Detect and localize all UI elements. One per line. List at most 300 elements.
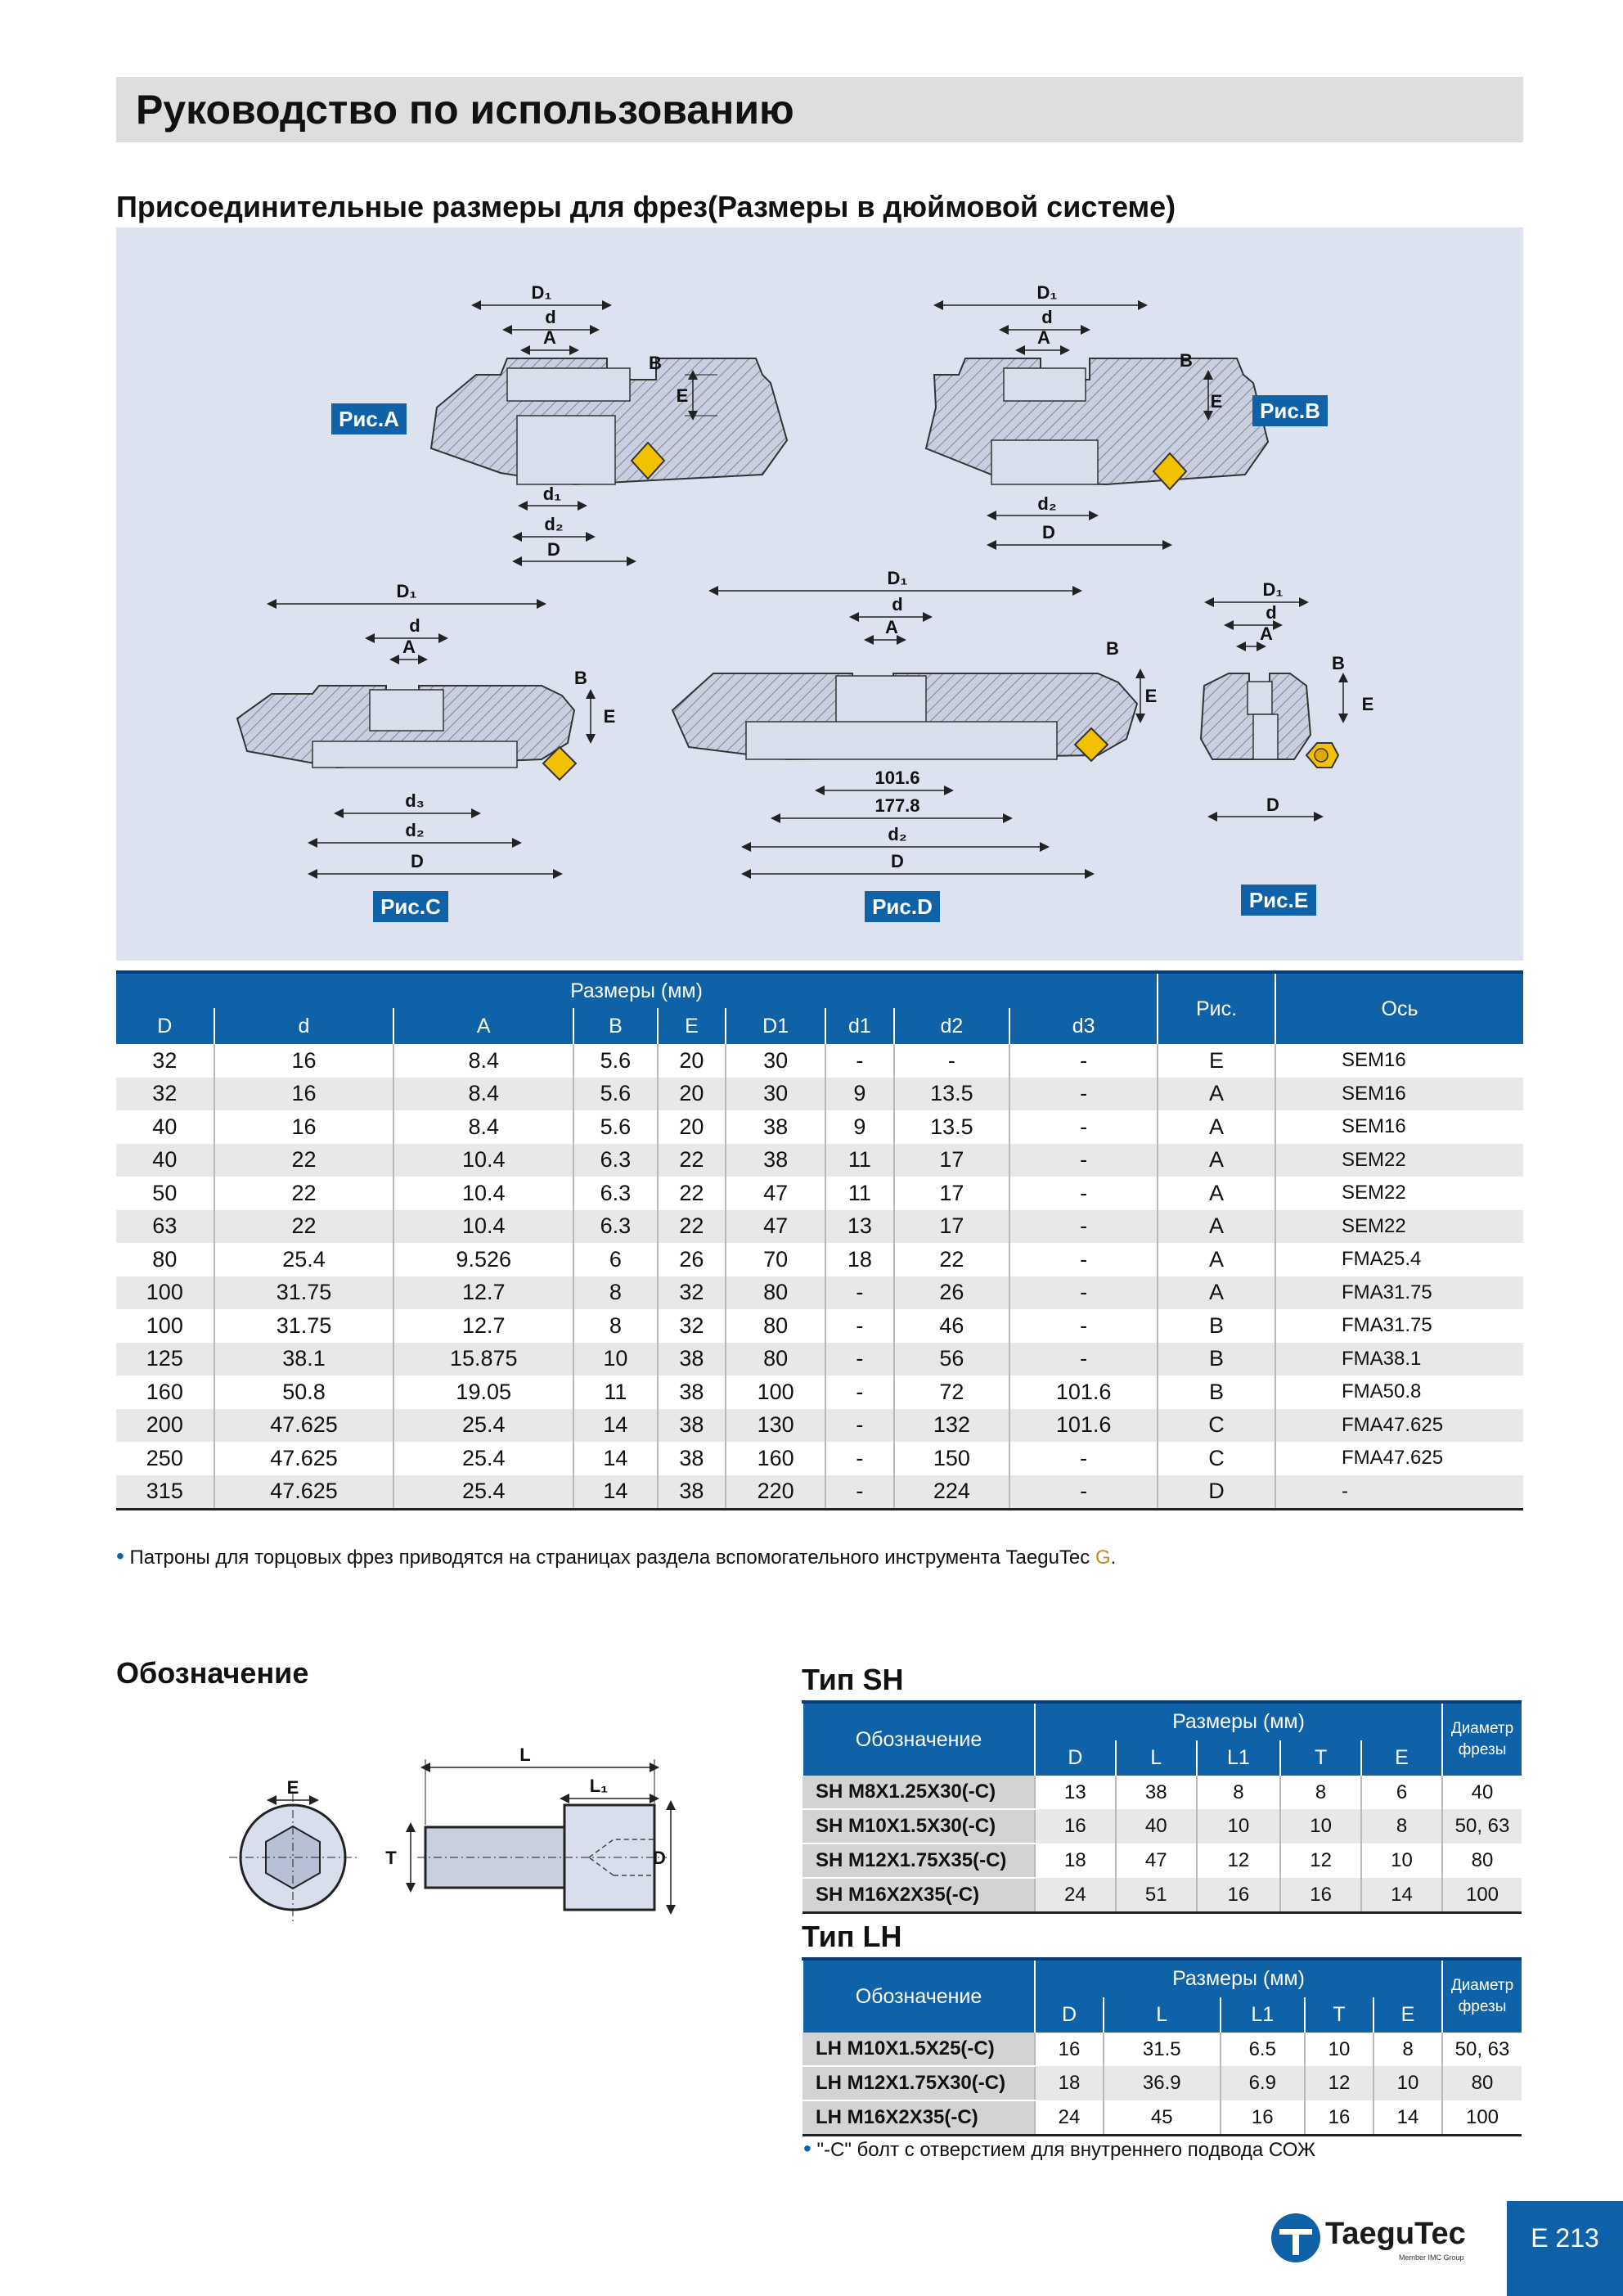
table-cell: - xyxy=(1009,1110,1158,1144)
table-cell: 5.6 xyxy=(573,1078,658,1111)
table-cell: 30 xyxy=(726,1078,825,1111)
table-cell: A xyxy=(1158,1078,1275,1111)
table-cell: 25.4 xyxy=(214,1243,394,1276)
table-cell: D xyxy=(1158,1475,1275,1510)
table-cell: FMA31.75 xyxy=(1275,1276,1523,1310)
table-cell: 220 xyxy=(726,1475,825,1510)
column-header: L xyxy=(1104,1997,1221,2033)
table-cell: A xyxy=(1158,1177,1275,1210)
table-cell: 10 xyxy=(1373,2066,1442,2100)
table-cell: 63 xyxy=(116,1210,214,1244)
svg-text:D₁: D₁ xyxy=(887,568,908,588)
table-cell: 10 xyxy=(1361,1844,1442,1878)
table-cell: 38 xyxy=(658,1375,726,1409)
table-cell: FMA31.75 xyxy=(1275,1309,1523,1343)
table-cell: 16 xyxy=(1035,1809,1116,1844)
column-header: D xyxy=(116,1008,214,1044)
svg-text:d₂: d₂ xyxy=(1037,493,1057,514)
figure-a xyxy=(331,282,787,561)
table-cell: 17 xyxy=(894,1144,1010,1177)
table-cell: 10 xyxy=(1197,1809,1281,1844)
table-cell: 24 xyxy=(1035,2100,1104,2136)
table-cell: 10 xyxy=(1280,1809,1361,1844)
table-cell: 160 xyxy=(726,1442,825,1475)
svg-text:d: d xyxy=(545,307,556,327)
table-cell: 32 xyxy=(116,1078,214,1111)
table-cell: 10.4 xyxy=(393,1210,573,1244)
table-cell: SEM16 xyxy=(1275,1044,1523,1078)
table-cell: FMA50.8 xyxy=(1275,1375,1523,1409)
svg-text:D₁: D₁ xyxy=(1036,282,1058,303)
mounting-diagrams xyxy=(116,227,1523,961)
dimensions-group-header: Размеры (мм) xyxy=(1035,1959,1442,1997)
table-cell: 130 xyxy=(726,1409,825,1443)
table-cell: 5.6 xyxy=(573,1110,658,1144)
bolt-drawing xyxy=(229,1735,695,1923)
table-cell: - xyxy=(1009,1309,1158,1343)
column-header: L1 xyxy=(1221,1997,1306,2033)
table-row xyxy=(116,1309,1523,1343)
table-cell: 10.4 xyxy=(393,1144,573,1177)
svg-text:D₁: D₁ xyxy=(531,282,552,303)
svg-text:B: B xyxy=(1180,350,1193,371)
column-header: T xyxy=(1305,1997,1373,2033)
column-header: L xyxy=(1116,1740,1197,1776)
column-header: E xyxy=(1361,1740,1442,1776)
label-e: E xyxy=(286,1777,299,1798)
table-cell: 32 xyxy=(658,1276,726,1310)
axis-column-header: Ось xyxy=(1275,972,1523,1044)
figure-e xyxy=(1201,579,1373,916)
table-cell: 100 xyxy=(116,1276,214,1310)
table-cell: - xyxy=(825,1343,893,1376)
table-cell: 11 xyxy=(825,1177,893,1210)
table-cell: 30 xyxy=(726,1044,825,1078)
table-cell: 8.4 xyxy=(393,1044,573,1078)
table-row xyxy=(803,1878,1522,1913)
label-d: D xyxy=(653,1848,666,1868)
table-cell: 5.6 xyxy=(573,1044,658,1078)
column-header: E xyxy=(658,1008,726,1044)
table-cell: 8 xyxy=(1197,1776,1281,1809)
table-row xyxy=(116,1110,1523,1144)
table-cell: FMA47.625 xyxy=(1275,1409,1523,1443)
table-cell: 20 xyxy=(658,1044,726,1078)
table-cell: 10.4 xyxy=(393,1177,573,1210)
column-header: D1 xyxy=(726,1008,825,1044)
table-cell: - xyxy=(1009,1343,1158,1376)
table-cell: B xyxy=(1158,1375,1275,1409)
table-cell: 9.526 xyxy=(393,1243,573,1276)
table-cell: 80 xyxy=(726,1343,825,1376)
figure-column-header: Рис. xyxy=(1158,972,1275,1044)
svg-text:d₂: d₂ xyxy=(405,820,425,840)
table-cell: 51 xyxy=(1116,1878,1197,1913)
column-header: d2 xyxy=(894,1008,1010,1044)
column-header: E xyxy=(1373,1997,1442,2033)
table-cell: 31.75 xyxy=(214,1309,394,1343)
table-row xyxy=(803,2100,1522,2136)
table-cell: 38 xyxy=(658,1343,726,1376)
table-cell: A xyxy=(1158,1210,1275,1244)
figure-d-label: Рис.D xyxy=(872,894,933,919)
table-cell: 13 xyxy=(1035,1776,1116,1809)
table-cell: 15.875 xyxy=(393,1343,573,1376)
section-title: Присоединительные размеры для фрез(Размеры в дюймовой системе) xyxy=(116,190,1176,223)
table-cell: 12.7 xyxy=(393,1276,573,1310)
table-cell: 18 xyxy=(1035,2066,1104,2100)
table-cell: 40 xyxy=(152,1114,178,1139)
table-cell: 100 xyxy=(146,1312,183,1338)
table-cell: 11 xyxy=(825,1144,893,1177)
table-cell: 24 xyxy=(1035,1878,1116,1913)
table-cell: 80 xyxy=(726,1276,825,1310)
table-cell: SH M16X2X35(-C) xyxy=(803,1878,1035,1913)
table-cell: A xyxy=(1158,1276,1275,1310)
column-header: d3 xyxy=(1009,1008,1158,1044)
svg-text:177.8: 177.8 xyxy=(874,795,920,816)
svg-text:Member IMC Group: Member IMC Group xyxy=(1399,2253,1464,2262)
table-cell: 10 xyxy=(573,1343,658,1376)
svg-text:D₁: D₁ xyxy=(1262,579,1284,600)
table-cell: 22 xyxy=(658,1210,726,1244)
table-cell: 22 xyxy=(894,1243,1010,1276)
table-cell: 6.5 xyxy=(1221,2033,1306,2066)
table-row xyxy=(116,1343,1523,1376)
svg-text:A: A xyxy=(1260,624,1273,644)
svg-text:d: d xyxy=(892,594,903,615)
table-cell: A xyxy=(1158,1110,1275,1144)
table-cell: - xyxy=(1009,1276,1158,1310)
table-cell: 16 xyxy=(1280,1878,1361,1913)
svg-text:A: A xyxy=(1037,327,1050,348)
svg-text:A: A xyxy=(885,617,898,637)
table-cell: 16 xyxy=(214,1044,394,1078)
table-cell: 40 xyxy=(116,1144,214,1177)
table-cell: 36.9 xyxy=(1104,2066,1221,2100)
table-cell: SEM22 xyxy=(1275,1177,1523,1210)
table-cell: B xyxy=(1158,1309,1275,1343)
svg-text:E: E xyxy=(1210,391,1223,412)
figure-c-label: Рис.C xyxy=(380,894,441,919)
table-cell: 18 xyxy=(825,1243,893,1276)
table-cell: SEM16 xyxy=(1275,1110,1523,1144)
table-cell: 38 xyxy=(1116,1776,1197,1809)
column-header: A xyxy=(393,1008,573,1044)
table-cell: 12.7 xyxy=(393,1309,573,1343)
table-cell: 47 xyxy=(726,1210,825,1244)
table-cell: 6.3 xyxy=(573,1210,658,1244)
dimensions-group-header: Размеры (мм) xyxy=(116,972,1158,1008)
svg-text:d: d xyxy=(1041,307,1053,327)
table-cell: 22 xyxy=(214,1177,394,1210)
figure-d xyxy=(672,568,1157,922)
type-sh-title: Тип SH xyxy=(802,1663,904,1696)
table-cell: 160 xyxy=(146,1379,183,1404)
table-row xyxy=(116,1375,1523,1409)
table-cell: 17 xyxy=(894,1177,1010,1210)
svg-text:d₂: d₂ xyxy=(888,824,907,844)
table-row xyxy=(116,1177,1523,1210)
table-cell: 100 xyxy=(1442,2100,1522,2136)
table-cell: - xyxy=(1009,1044,1158,1078)
table-cell: 132 xyxy=(894,1409,1010,1443)
column-header: B xyxy=(573,1008,658,1044)
svg-text:D: D xyxy=(891,851,904,871)
table-cell: 224 xyxy=(894,1475,1010,1510)
svg-text:d₃: d₃ xyxy=(405,790,425,811)
table-row xyxy=(803,1776,1522,1809)
table-cell: 38.1 xyxy=(214,1343,394,1376)
table-cell: C xyxy=(1158,1409,1275,1443)
table-cell: 22 xyxy=(214,1210,394,1244)
column-header: d xyxy=(214,1008,394,1044)
column-header: d1 xyxy=(825,1008,893,1044)
mounting-dimensions-table xyxy=(116,970,1523,1510)
table-cell: FMA47.625 xyxy=(1275,1442,1523,1475)
table-cell: 72 xyxy=(894,1375,1010,1409)
table-cell: 16 xyxy=(1197,1878,1281,1913)
table-cell: - xyxy=(1009,1442,1158,1475)
table-cell: 11 xyxy=(573,1375,658,1409)
table-cell: 47 xyxy=(726,1177,825,1210)
table-cell: 14 xyxy=(573,1442,658,1475)
taegutec-logo xyxy=(1268,2209,1481,2267)
figure-b xyxy=(926,282,1328,545)
table-cell: 45 xyxy=(1104,2100,1221,2136)
table-cell: 100 xyxy=(726,1375,825,1409)
table-cell: 80 xyxy=(152,1246,178,1272)
svg-text:B: B xyxy=(1332,653,1345,673)
table-cell: 22 xyxy=(658,1144,726,1177)
table-cell: 125 xyxy=(116,1343,214,1376)
table-cell: 10 xyxy=(1305,2033,1373,2066)
svg-text:D: D xyxy=(547,539,560,560)
table-cell: LH M12X1.75X30(-C) xyxy=(803,2066,1035,2100)
table-cell: 150 xyxy=(894,1442,1010,1475)
table-cell: 38 xyxy=(726,1144,825,1177)
table-cell: 16 xyxy=(1221,2100,1306,2136)
table-cell: 46 xyxy=(894,1309,1010,1343)
svg-text:E: E xyxy=(676,385,689,406)
label-l1: L₁ xyxy=(589,1776,609,1796)
table-cell: 12 xyxy=(1305,2066,1373,2100)
table-cell: C xyxy=(1158,1442,1275,1475)
table-cell: 40 xyxy=(1442,1776,1522,1809)
page-title: Руководство по использованию xyxy=(136,87,794,133)
table-cell: 12 xyxy=(1197,1844,1281,1878)
table-cell: FMA38.1 xyxy=(1275,1343,1523,1376)
cutter-diameter-header: Диаметр фрезы xyxy=(1442,1959,1522,2033)
table-cell: 6 xyxy=(1361,1776,1442,1809)
table-cell: SEM22 xyxy=(1275,1144,1523,1177)
table-cell: - xyxy=(825,1409,893,1443)
table-cell: 80 xyxy=(1442,1844,1522,1878)
table-cell: 8 xyxy=(1361,1809,1442,1844)
table-cell: SH M12X1.75X35(-C) xyxy=(803,1844,1035,1878)
table-cell: 100 xyxy=(1442,1878,1522,1913)
table-cell: 101.6 xyxy=(1009,1409,1158,1443)
table-cell: 40 xyxy=(1116,1809,1197,1844)
svg-text:d: d xyxy=(1266,602,1277,623)
table-cell: 38 xyxy=(658,1442,726,1475)
svg-text:D: D xyxy=(411,851,424,871)
table-cell: B xyxy=(1158,1343,1275,1376)
column-header: D xyxy=(1035,1740,1116,1776)
svg-text:101.6: 101.6 xyxy=(874,768,920,788)
column-header: T xyxy=(1280,1740,1361,1776)
table-cell: 6 xyxy=(573,1243,658,1276)
table-row xyxy=(803,1844,1522,1878)
table-cell: - xyxy=(825,1309,893,1343)
table-cell: - xyxy=(825,1044,893,1078)
svg-text:B: B xyxy=(649,353,662,373)
table-row xyxy=(116,1243,1523,1276)
table-cell: 47.625 xyxy=(214,1409,394,1443)
table-cell: - xyxy=(894,1044,1010,1078)
table-cell: - xyxy=(825,1442,893,1475)
table-cell: - xyxy=(1009,1210,1158,1244)
code-header: Обозначение xyxy=(803,1702,1035,1776)
table-cell: 80 xyxy=(726,1309,825,1343)
svg-text:A: A xyxy=(402,637,416,657)
table-cell: 25.4 xyxy=(393,1475,573,1510)
table-row xyxy=(116,1078,1523,1111)
table-cell: 16 xyxy=(214,1110,394,1144)
table-cell: 14 xyxy=(1361,1878,1442,1913)
table-cell: SEM16 xyxy=(1275,1078,1523,1111)
table-cell: 31.5 xyxy=(1104,2033,1221,2066)
table-cell: 8 xyxy=(1373,2033,1442,2066)
table-cell: 18 xyxy=(1035,1844,1116,1878)
type-lh-title: Тип LH xyxy=(802,1920,902,1953)
cutter-diameter-header: Диаметр фрезы xyxy=(1442,1702,1522,1776)
table-cell: 50.8 xyxy=(214,1375,394,1409)
table-cell: 20 xyxy=(658,1078,726,1111)
type-lh-table xyxy=(802,1957,1522,2136)
table-cell: A xyxy=(1158,1144,1275,1177)
svg-text:E: E xyxy=(603,706,616,727)
table-row xyxy=(116,1442,1523,1475)
svg-text:D: D xyxy=(1042,522,1055,542)
table-row xyxy=(116,1409,1523,1443)
table-cell: A xyxy=(1158,1243,1275,1276)
column-header: L1 xyxy=(1197,1740,1281,1776)
table-cell: 14 xyxy=(573,1475,658,1510)
table-cell: 22 xyxy=(214,1144,394,1177)
table-cell: FMA25.4 xyxy=(1275,1243,1523,1276)
figure-e-label: Рис.E xyxy=(1248,888,1309,912)
table-cell: 38 xyxy=(726,1110,825,1144)
main-table-note: • Патроны для торцовых фрез приводятся на страницах раздела вспомогательного инструмента TaeguTec G. xyxy=(116,1543,1117,1569)
code-header: Обозначение xyxy=(803,1959,1035,2033)
table-row xyxy=(116,1210,1523,1244)
coolant-note: • "-C" болт с отверстием для внутреннего подвода СОЖ xyxy=(803,2136,1316,2161)
table-cell: 12 xyxy=(1280,1844,1361,1878)
table-cell: 26 xyxy=(658,1243,726,1276)
column-header: D xyxy=(1035,1997,1104,2033)
svg-text:B: B xyxy=(574,668,587,688)
table-cell: 8 xyxy=(573,1309,658,1343)
table-cell: 31.75 xyxy=(214,1276,394,1310)
svg-text:E: E xyxy=(1361,694,1374,714)
table-cell: 80 xyxy=(1442,2066,1522,2100)
table-cell: 26 xyxy=(894,1276,1010,1310)
table-row xyxy=(803,1809,1522,1844)
table-cell: 17 xyxy=(894,1210,1010,1244)
table-cell: 200 xyxy=(116,1409,214,1443)
table-cell: - xyxy=(825,1375,893,1409)
label-l: L xyxy=(519,1745,531,1765)
table-cell: 19.05 xyxy=(393,1375,573,1409)
table-cell: 13.5 xyxy=(894,1078,1010,1111)
table-cell: - xyxy=(1009,1177,1158,1210)
table-cell: 6.9 xyxy=(1221,2066,1306,2100)
designation-title: Обозначение xyxy=(116,1656,309,1690)
table-cell: 20 xyxy=(658,1110,726,1144)
type-sh-table xyxy=(802,1700,1522,1914)
table-cell: 50, 63 xyxy=(1442,1809,1522,1844)
table-cell: 47.625 xyxy=(214,1475,394,1510)
table-cell: 25.4 xyxy=(393,1442,573,1475)
table-cell: 47.625 xyxy=(214,1442,394,1475)
page-number: E 213 xyxy=(1507,2201,1623,2296)
table-cell: SH M8X1.25X30(-C) xyxy=(803,1776,1035,1809)
cutter-drawings xyxy=(116,227,1523,961)
svg-text:d₁: d₁ xyxy=(542,484,562,504)
table-cell: 47 xyxy=(1116,1844,1197,1878)
table-cell: 38 xyxy=(658,1409,726,1443)
table-cell: E xyxy=(1158,1044,1275,1078)
table-cell: 50 xyxy=(152,1180,178,1205)
table-cell: 14 xyxy=(1373,2100,1442,2136)
svg-text:TaeguTec: TaeguTec xyxy=(1325,2217,1466,2251)
table-row xyxy=(116,1044,1523,1078)
figure-c xyxy=(237,581,615,922)
table-cell: 315 xyxy=(116,1475,214,1510)
svg-text:d: d xyxy=(409,615,420,636)
table-cell: 70 xyxy=(726,1243,825,1276)
table-row xyxy=(116,1276,1523,1310)
table-row xyxy=(116,1144,1523,1177)
table-cell: - xyxy=(825,1276,893,1310)
svg-text:B: B xyxy=(1106,638,1119,659)
table-cell: LH M10X1.5X25(-C) xyxy=(803,2033,1035,2066)
table-cell: 14 xyxy=(573,1409,658,1443)
table-cell: 56 xyxy=(894,1343,1010,1376)
svg-text:d₂: d₂ xyxy=(544,514,564,534)
table-cell: SH M10X1.5X30(-C) xyxy=(803,1809,1035,1844)
svg-text:A: A xyxy=(543,327,556,348)
table-cell: - xyxy=(1275,1475,1523,1510)
table-row xyxy=(803,2066,1522,2100)
table-cell: LH M16X2X35(-C) xyxy=(803,2100,1035,2136)
table-cell: - xyxy=(1009,1475,1158,1510)
table-cell: 16 xyxy=(1305,2100,1373,2136)
table-cell: 8 xyxy=(573,1276,658,1310)
table-cell: 32 xyxy=(658,1309,726,1343)
label-t: T xyxy=(385,1848,397,1868)
table-cell: 16 xyxy=(1035,2033,1104,2066)
table-cell: 8.4 xyxy=(393,1110,573,1144)
dimensions-group-header: Размеры (мм) xyxy=(1035,1702,1442,1740)
table-cell: 6.3 xyxy=(573,1177,658,1210)
table-cell: 50, 63 xyxy=(1442,2033,1522,2066)
page-header xyxy=(116,77,1523,142)
table-cell: SEM22 xyxy=(1275,1210,1523,1244)
table-cell: 16 xyxy=(214,1078,394,1111)
svg-text:D: D xyxy=(1266,795,1279,815)
